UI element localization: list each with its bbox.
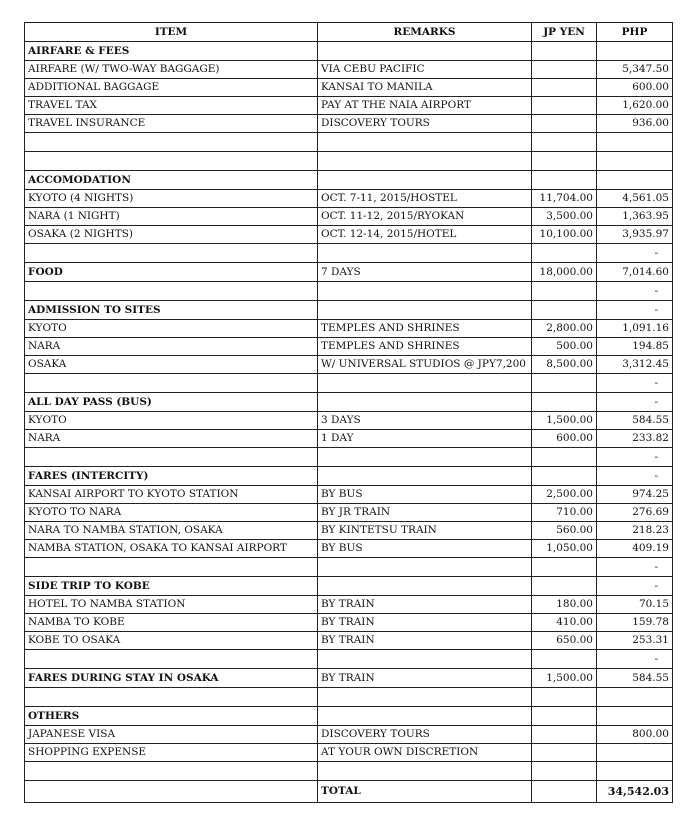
table-row xyxy=(25,338,673,356)
php-cell: 4,561.05 xyxy=(597,190,673,208)
item-cell: ADDITIONAL BAGGAGE xyxy=(25,79,318,97)
remarks-cell xyxy=(318,282,532,301)
item-cell: ACCOMODATION xyxy=(25,171,318,190)
item-cell: NAMBA STATION, OSAKA TO KANSAI AIRPORT xyxy=(25,540,318,558)
php-cell: - xyxy=(597,650,673,669)
section-row xyxy=(25,393,673,412)
jp-yen-cell: 2,500.00 xyxy=(532,486,597,504)
php-cell: 159.78 xyxy=(597,614,673,632)
table-row xyxy=(25,486,673,504)
table-body xyxy=(25,42,673,803)
table-row xyxy=(25,558,673,577)
php-cell: - xyxy=(597,467,673,486)
table-row xyxy=(25,540,673,558)
jp-yen-cell xyxy=(532,115,597,133)
remarks-cell: BY TRAIN xyxy=(318,614,532,632)
jp-yen-cell: 10,100.00 xyxy=(532,226,597,244)
item-cell: OSAKA xyxy=(25,356,318,374)
remarks-cell: PAY AT THE NAIA AIRPORT xyxy=(318,97,532,115)
item-cell xyxy=(25,558,318,577)
remarks-cell: BY TRAIN xyxy=(318,596,532,614)
item-cell xyxy=(25,688,318,707)
jp-yen-cell xyxy=(532,448,597,467)
remarks-cell: TEMPLES AND SHRINES xyxy=(318,320,532,338)
php-cell: 584.55 xyxy=(597,412,673,430)
remarks-cell xyxy=(318,558,532,577)
table-row xyxy=(25,448,673,467)
section-row xyxy=(25,707,673,726)
jp-yen-cell: 18,000.00 xyxy=(532,263,597,282)
php-cell: - xyxy=(597,374,673,393)
remarks-cell: DISCOVERY TOURS xyxy=(318,115,532,133)
jp-yen-cell xyxy=(532,393,597,412)
item-cell xyxy=(25,133,318,152)
table-row xyxy=(25,79,673,97)
remarks-cell xyxy=(318,301,532,320)
column-header-remarks: REMARKS xyxy=(318,23,532,42)
section-row xyxy=(25,467,673,486)
jp-yen-cell xyxy=(532,42,597,61)
section-row xyxy=(25,577,673,596)
jp-yen-cell xyxy=(532,171,597,190)
php-cell: 70.15 xyxy=(597,596,673,614)
jp-yen-cell xyxy=(532,781,597,803)
remarks-cell: BY BUS xyxy=(318,540,532,558)
jp-yen-cell xyxy=(532,650,597,669)
jp-yen-cell xyxy=(532,762,597,781)
item-cell: OTHERS xyxy=(25,707,318,726)
section-row xyxy=(25,42,673,61)
remarks-cell xyxy=(318,688,532,707)
jp-yen-cell: 500.00 xyxy=(532,338,597,356)
item-cell: KYOTO xyxy=(25,412,318,430)
item-cell: TRAVEL INSURANCE xyxy=(25,115,318,133)
item-cell: SIDE TRIP TO KOBE xyxy=(25,577,318,596)
item-cell: HOTEL TO NAMBA STATION xyxy=(25,596,318,614)
jp-yen-cell: 8,500.00 xyxy=(532,356,597,374)
remarks-cell xyxy=(318,707,532,726)
item-cell: ADMISSION TO SITES xyxy=(25,301,318,320)
jp-yen-cell: 410.00 xyxy=(532,614,597,632)
jp-yen-cell: 600.00 xyxy=(532,430,597,448)
php-cell xyxy=(597,688,673,707)
php-cell: 409.19 xyxy=(597,540,673,558)
remarks-cell xyxy=(318,42,532,61)
table-row xyxy=(25,374,673,393)
jp-yen-cell: 1,050.00 xyxy=(532,540,597,558)
jp-yen-cell xyxy=(532,97,597,115)
jp-yen-cell: 11,704.00 xyxy=(532,190,597,208)
jp-yen-cell xyxy=(532,301,597,320)
table-row xyxy=(25,430,673,448)
section-row xyxy=(25,263,673,282)
remarks-cell xyxy=(318,133,532,152)
php-cell: 800.00 xyxy=(597,726,673,744)
php-cell: 218.23 xyxy=(597,522,673,540)
total-row xyxy=(25,781,673,803)
php-cell: 936.00 xyxy=(597,115,673,133)
remarks-cell: BY JR TRAIN xyxy=(318,504,532,522)
table-row xyxy=(25,61,673,79)
table-row xyxy=(25,190,673,208)
remarks-cell: W/ UNIVERSAL STUDIOS @ JPY7,200 xyxy=(318,356,532,374)
jp-yen-cell xyxy=(532,244,597,263)
item-cell xyxy=(25,374,318,393)
item-cell: OSAKA (2 NIGHTS) xyxy=(25,226,318,244)
remarks-cell: 1 DAY xyxy=(318,430,532,448)
jp-yen-cell: 560.00 xyxy=(532,522,597,540)
item-cell: FARES (INTERCITY) xyxy=(25,467,318,486)
table-row xyxy=(25,632,673,650)
jp-yen-cell xyxy=(532,707,597,726)
jp-yen-cell xyxy=(532,726,597,744)
remarks-cell: AT YOUR OWN DISCRETION xyxy=(318,744,532,762)
item-cell xyxy=(25,282,318,301)
remarks-cell xyxy=(318,152,532,171)
remarks-cell xyxy=(318,650,532,669)
item-cell: AIRFARE & FEES xyxy=(25,42,318,61)
jp-yen-cell xyxy=(532,467,597,486)
php-cell: - xyxy=(597,282,673,301)
item-cell: NAMBA TO KOBE xyxy=(25,614,318,632)
jp-yen-cell xyxy=(532,152,597,171)
php-cell: - xyxy=(597,393,673,412)
php-cell: 1,363.95 xyxy=(597,208,673,226)
remarks-cell xyxy=(318,577,532,596)
table-row xyxy=(25,115,673,133)
item-cell xyxy=(25,152,318,171)
table-row xyxy=(25,762,673,781)
remarks-cell xyxy=(318,393,532,412)
item-cell: KANSAI AIRPORT TO KYOTO STATION xyxy=(25,486,318,504)
table-row xyxy=(25,412,673,430)
remarks-cell: OCT. 11-12, 2015/RYOKAN xyxy=(318,208,532,226)
remarks-cell: BY TRAIN xyxy=(318,632,532,650)
php-cell: - xyxy=(597,558,673,577)
item-cell: NARA (1 NIGHT) xyxy=(25,208,318,226)
table-row xyxy=(25,152,673,171)
budget-table xyxy=(24,22,673,803)
remarks-cell xyxy=(318,762,532,781)
table-row xyxy=(25,744,673,762)
jp-yen-cell xyxy=(532,744,597,762)
table-row xyxy=(25,504,673,522)
table-row xyxy=(25,650,673,669)
php-cell: - xyxy=(597,577,673,596)
item-cell: AIRFARE (W/ TWO-WAY BAGGAGE) xyxy=(25,61,318,79)
php-cell: 3,935.97 xyxy=(597,226,673,244)
php-cell: 276.69 xyxy=(597,504,673,522)
php-cell: 233.82 xyxy=(597,430,673,448)
remarks-cell: 7 DAYS xyxy=(318,263,532,282)
php-cell xyxy=(597,152,673,171)
table-row xyxy=(25,244,673,263)
item-cell: FOOD xyxy=(25,263,318,282)
remarks-cell: OCT. 7-11, 2015/HOSTEL xyxy=(318,190,532,208)
jp-yen-cell xyxy=(532,374,597,393)
table-row xyxy=(25,688,673,707)
item-cell xyxy=(25,244,318,263)
jp-yen-cell xyxy=(532,79,597,97)
remarks-cell: OCT. 12-14, 2015/HOTEL xyxy=(318,226,532,244)
php-cell xyxy=(597,744,673,762)
item-cell: JAPANESE VISA xyxy=(25,726,318,744)
column-header-php: PHP xyxy=(597,23,673,42)
item-cell xyxy=(25,448,318,467)
remarks-cell: BY KINTETSU TRAIN xyxy=(318,522,532,540)
php-cell xyxy=(597,762,673,781)
table-row xyxy=(25,133,673,152)
section-row xyxy=(25,171,673,190)
php-cell xyxy=(597,171,673,190)
remarks-cell: TOTAL xyxy=(318,781,532,803)
php-cell: - xyxy=(597,448,673,467)
jp-yen-cell: 710.00 xyxy=(532,504,597,522)
jp-yen-cell: 180.00 xyxy=(532,596,597,614)
remarks-cell: 3 DAYS xyxy=(318,412,532,430)
jp-yen-cell xyxy=(532,282,597,301)
item-cell: SHOPPING EXPENSE xyxy=(25,744,318,762)
table-row xyxy=(25,208,673,226)
table-row xyxy=(25,356,673,374)
jp-yen-cell: 3,500.00 xyxy=(532,208,597,226)
item-cell: NARA xyxy=(25,338,318,356)
php-cell: 34,542.03 xyxy=(597,781,673,803)
jp-yen-cell: 2,800.00 xyxy=(532,320,597,338)
jp-yen-cell xyxy=(532,61,597,79)
table-row xyxy=(25,282,673,301)
php-cell: 3,312.45 xyxy=(597,356,673,374)
remarks-cell xyxy=(318,171,532,190)
table-row xyxy=(25,226,673,244)
php-cell: 974.25 xyxy=(597,486,673,504)
remarks-cell: DISCOVERY TOURS xyxy=(318,726,532,744)
table-row xyxy=(25,522,673,540)
jp-yen-cell: 1,500.00 xyxy=(532,669,597,688)
table-row xyxy=(25,320,673,338)
item-cell: KYOTO TO NARA xyxy=(25,504,318,522)
table-row xyxy=(25,596,673,614)
php-cell: 5,347.50 xyxy=(597,61,673,79)
php-cell: 584.55 xyxy=(597,669,673,688)
remarks-cell: BY TRAIN xyxy=(318,669,532,688)
item-cell: KOBE TO OSAKA xyxy=(25,632,318,650)
remarks-cell: BY BUS xyxy=(318,486,532,504)
table-row xyxy=(25,97,673,115)
remarks-cell xyxy=(318,244,532,263)
php-cell: 194.85 xyxy=(597,338,673,356)
table-row xyxy=(25,614,673,632)
column-header-item: ITEM xyxy=(25,23,318,42)
remarks-cell: KANSAI TO MANILA xyxy=(318,79,532,97)
item-cell: KYOTO (4 NIGHTS) xyxy=(25,190,318,208)
jp-yen-cell xyxy=(532,577,597,596)
item-cell: TRAVEL TAX xyxy=(25,97,318,115)
item-cell: FARES DURING STAY IN OSAKA xyxy=(25,669,318,688)
jp-yen-cell xyxy=(532,558,597,577)
php-cell: 1,091.16 xyxy=(597,320,673,338)
remarks-cell xyxy=(318,448,532,467)
php-cell: - xyxy=(597,244,673,263)
php-cell xyxy=(597,707,673,726)
php-cell: 253.31 xyxy=(597,632,673,650)
php-cell xyxy=(597,133,673,152)
remarks-cell xyxy=(318,467,532,486)
header-row xyxy=(25,23,673,42)
column-header-jp-yen: JP YEN xyxy=(532,23,597,42)
jp-yen-cell: 650.00 xyxy=(532,632,597,650)
remarks-cell: TEMPLES AND SHRINES xyxy=(318,338,532,356)
php-cell: 1,620.00 xyxy=(597,97,673,115)
php-cell: 600.00 xyxy=(597,79,673,97)
jp-yen-cell: 1,500.00 xyxy=(532,412,597,430)
php-cell: 7,014.60 xyxy=(597,263,673,282)
item-cell: ALL DAY PASS (BUS) xyxy=(25,393,318,412)
item-cell xyxy=(25,781,318,803)
item-cell: NARA xyxy=(25,430,318,448)
item-cell: KYOTO xyxy=(25,320,318,338)
jp-yen-cell xyxy=(532,133,597,152)
php-cell xyxy=(597,42,673,61)
section-row xyxy=(25,669,673,688)
remarks-cell xyxy=(318,374,532,393)
remarks-cell: VIA CEBU PACIFIC xyxy=(318,61,532,79)
item-cell: NARA TO NAMBA STATION, OSAKA xyxy=(25,522,318,540)
item-cell xyxy=(25,650,318,669)
item-cell xyxy=(25,762,318,781)
php-cell: - xyxy=(597,301,673,320)
section-row xyxy=(25,301,673,320)
jp-yen-cell xyxy=(532,688,597,707)
table-row xyxy=(25,726,673,744)
